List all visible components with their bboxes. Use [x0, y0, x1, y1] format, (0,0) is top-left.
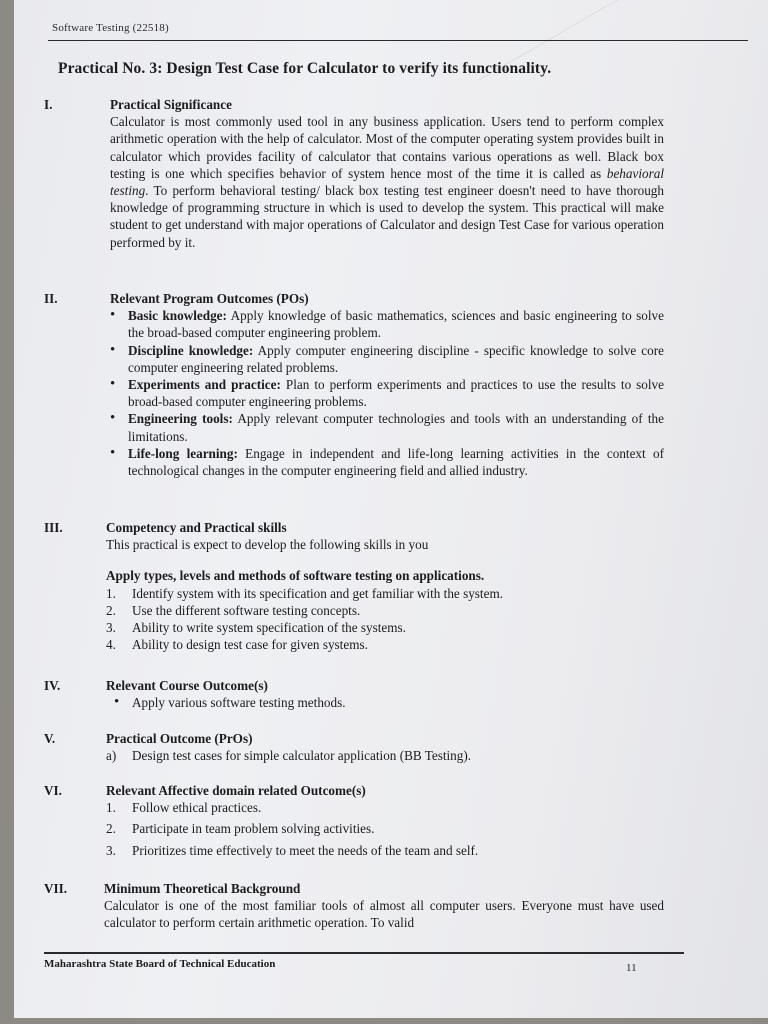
- section-affective-outcomes: [44, 782, 664, 859]
- list-item: • Life-long learning: Engage in independent and life-long learning activities in the context of technological changes in the computer engineering field and allied industry.: [128, 445, 664, 479]
- list-item: 2. Participate in team problem solving activities.: [106, 821, 375, 837]
- running-header: Software Testing (22518): [52, 22, 169, 34]
- list-item: 3. Prioritizes time effectively to meet the needs of the team and self.: [106, 842, 479, 858]
- section-paragraph: Calculator is one of the most familiar tools of almost all computer users. Everyone must have used calculator to perform certain arithmetic operation. To valid: [104, 898, 664, 931]
- section-number: V.: [44, 731, 56, 746]
- course-outcome-list: [106, 694, 664, 711]
- section-heading: Competency and Practical skills: [106, 520, 287, 535]
- practical-title: Practical No. 3: Design Test Case for Calculator to verify its functionality.: [58, 60, 552, 77]
- section-paragraph: Calculator is most commonly used tool in any business application. Users tend to perform complex arithmetic operation with the help of calculator. Most of the computer operating system provides built in calculator which provides facility of calculator that contains various operations as well. Black box testing is one which specifies behavior of system hence most of the time it is called as behavioral testing. To perform behavioral testing/ black box testing test engineer doesn't need to have thorough knowledge of programming structure in which is used to develop the system. This practical will make student to get understand with major operations of Calculator and design Test Case for various operation performed by it.: [110, 114, 664, 250]
- section-heading: Relevant Course Outcome(s): [106, 678, 268, 693]
- list-item: • Engineering tools: Apply relevant computer technologies and tools with an understanding of the limitations.: [128, 410, 664, 444]
- footer-board: Maharashtra State Board of Technical Education: [44, 958, 276, 970]
- footer-rule: [44, 952, 684, 954]
- section-number: I.: [44, 97, 53, 112]
- section-heading: Relevant Program Outcomes (POs): [110, 291, 309, 306]
- program-outcome-list: [110, 307, 664, 479]
- list-item: • Discipline knowledge: Apply computer engineering discipline - specific knowledge to solve core computer engineering related problems.: [128, 342, 664, 376]
- section-heading: Practical Outcome (PrOs): [106, 731, 253, 746]
- list-item: 1. Follow ethical practices.: [106, 800, 262, 816]
- page-number: 11: [626, 962, 637, 974]
- skill-list: [106, 585, 664, 654]
- list-item: • Apply various software testing methods.: [132, 694, 664, 711]
- section-heading: Relevant Affective domain related Outcome(s): [106, 783, 366, 798]
- section-number: III.: [44, 520, 63, 535]
- list-item: 4. Ability to design test case for given systems.: [106, 637, 368, 653]
- document-page: [14, 0, 768, 1018]
- section-number: VII.: [44, 881, 68, 896]
- section-program-outcomes: [44, 290, 664, 479]
- section-heading: Minimum Theoretical Background: [104, 881, 301, 896]
- section-intro: This practical is expect to develop the following skills in you: [106, 537, 429, 553]
- section-competency: [44, 519, 664, 653]
- list-item: 3. Ability to write system specification of the systems.: [106, 620, 406, 636]
- section-course-outcomes: [44, 677, 664, 711]
- list-item: 2. Use the different software testing concepts.: [106, 602, 361, 618]
- section-theoretical-background: [44, 880, 664, 932]
- section-heading: Practical Significance: [110, 97, 232, 112]
- emphasis-text: behavioral testing: [110, 165, 664, 199]
- section-number: II.: [44, 291, 58, 306]
- header-rule: [48, 40, 748, 41]
- section-number: VI.: [44, 783, 62, 798]
- section-number: IV.: [44, 678, 61, 693]
- list-item: a) Design test cases for simple calculator application (BB Testing).: [106, 748, 472, 764]
- affective-outcome-list: [106, 799, 664, 859]
- section-practical-significance: [44, 96, 664, 251]
- list-item: • Experiments and practice: Plan to perform experiments and practices to use the results to solve broad-based computer engineering problems.: [128, 376, 664, 410]
- list-item: • Basic knowledge: Apply knowledge of basic mathematics, sciences and basic engineering to solve the broad-based computer engineering problem.: [128, 307, 664, 341]
- practical-outcome-list: [106, 747, 664, 764]
- skill-subheading: Apply types, levels and methods of software testing on applications.: [106, 568, 485, 584]
- section-practical-outcome: [44, 730, 664, 764]
- list-item: 1. Identify system with its specification and get familiar with the system.: [106, 585, 504, 601]
